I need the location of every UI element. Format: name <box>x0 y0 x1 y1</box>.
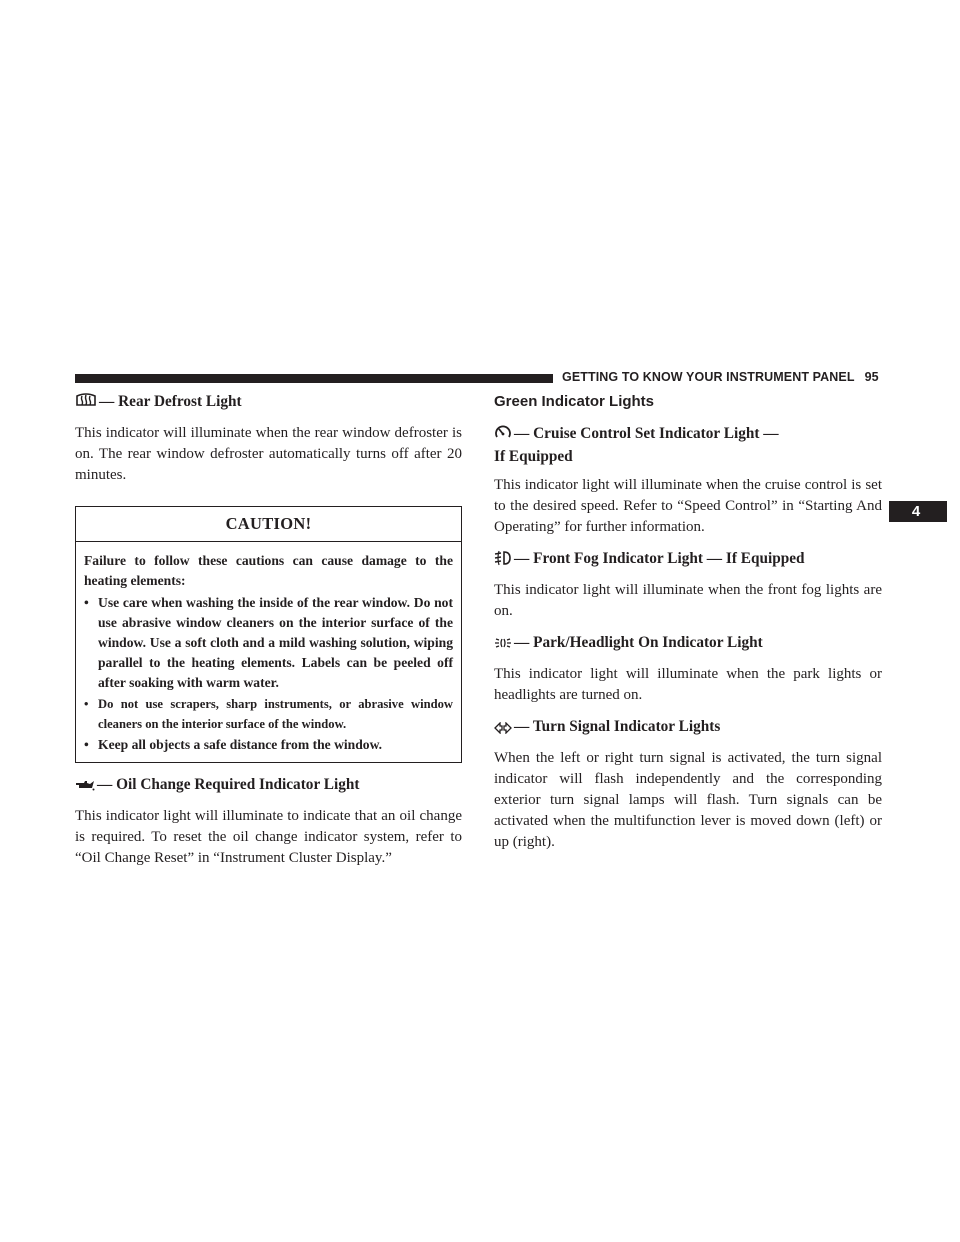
front-fog-icon <box>494 550 512 572</box>
caution-list <box>84 593 453 755</box>
right-column <box>494 392 882 853</box>
caution-item: • Use care when washing the inside of the rear window. Do not use abrasive window cleaners on the interior surface of the window. Use a soft cloth and a mild washing solution, wiping parallel to the heating elements. Labels can be peeled off after soaking with warm water. <box>84 595 453 690</box>
park-headlight-text: This indicator light will illuminate when the park lights or headlights are turned on. <box>494 666 882 703</box>
oil-change-heading-text: — Oil Change Required Indicator Light <box>97 776 360 793</box>
caution-item: • Do not use scrapers, sharp instruments, or abrasive window cleaners on the interior surface of the window. <box>84 697 453 731</box>
cruise-text: This indicator light will illuminate when the cruise control is set to the desired speed. Refer to “Speed Control” in “Starting And Operating” for further information. <box>494 477 882 535</box>
turn-signal-icon <box>494 720 512 740</box>
caution-box <box>75 506 462 763</box>
oil-change-heading <box>75 775 462 798</box>
header-title: GETTING TO KNOW YOUR INSTRUMENT PANEL <box>562 370 855 384</box>
rear-defrost-icon <box>75 392 97 415</box>
cruise-heading-line2: If Equipped <box>494 448 573 465</box>
turn-signal-heading-text: — Turn Signal Indicator Lights <box>514 718 721 735</box>
rear-defrost-text: This indicator will illuminate when the rear window defroster is on. The rear window defroster automatically turns off after 20 minutes. <box>75 425 462 483</box>
oil-change-text: This indicator light will illuminate to indicate that an oil change is required. To reset the oil change indicator system, refer to “Oil Change Reset” in “Instrument Cluster Display.” <box>75 808 462 866</box>
turn-signal-heading <box>494 717 882 740</box>
park-headlight-heading-text: — Park/Headlight On Indicator Light <box>514 634 763 651</box>
page-number: 95 <box>864 370 879 384</box>
cruise-heading <box>494 424 882 467</box>
rear-defrost-heading <box>75 392 462 415</box>
park-headlight-heading <box>494 633 882 656</box>
caution-intro: Failure to follow these cautions can cause damage to the heating elements: <box>84 553 453 588</box>
header-rule <box>75 374 553 383</box>
park-light-icon <box>494 636 512 656</box>
green-indicator-section-title: Green Indicator Lights <box>494 393 655 410</box>
chapter-tab: 4 <box>889 501 947 522</box>
caution-title: CAUTION! <box>76 507 461 542</box>
caution-item: • Keep all objects a safe distance from the window. <box>84 737 383 752</box>
front-fog-heading-text: — Front Fog Indicator Light — If Equipped <box>514 550 805 567</box>
left-column <box>75 392 462 869</box>
front-fog-heading <box>494 549 882 572</box>
oil-can-icon <box>75 778 95 798</box>
caution-body <box>76 542 461 762</box>
cruise-heading-line1: — Cruise Control Set Indicator Light — <box>514 425 779 442</box>
front-fog-text: This indicator light will illuminate when the front fog lights are on. <box>494 582 882 619</box>
rear-defrost-heading-text: — Rear Defrost Light <box>99 393 242 410</box>
running-header <box>562 370 879 384</box>
cruise-control-icon <box>494 424 512 447</box>
turn-signal-text: When the left or right turn signal is activated, the turn signal indicator will flash independently and the corresponding exterior turn signal lamps will flash. Turn signals can be activated when the multifunction lever is moved down (left) or up (right). <box>494 750 882 850</box>
